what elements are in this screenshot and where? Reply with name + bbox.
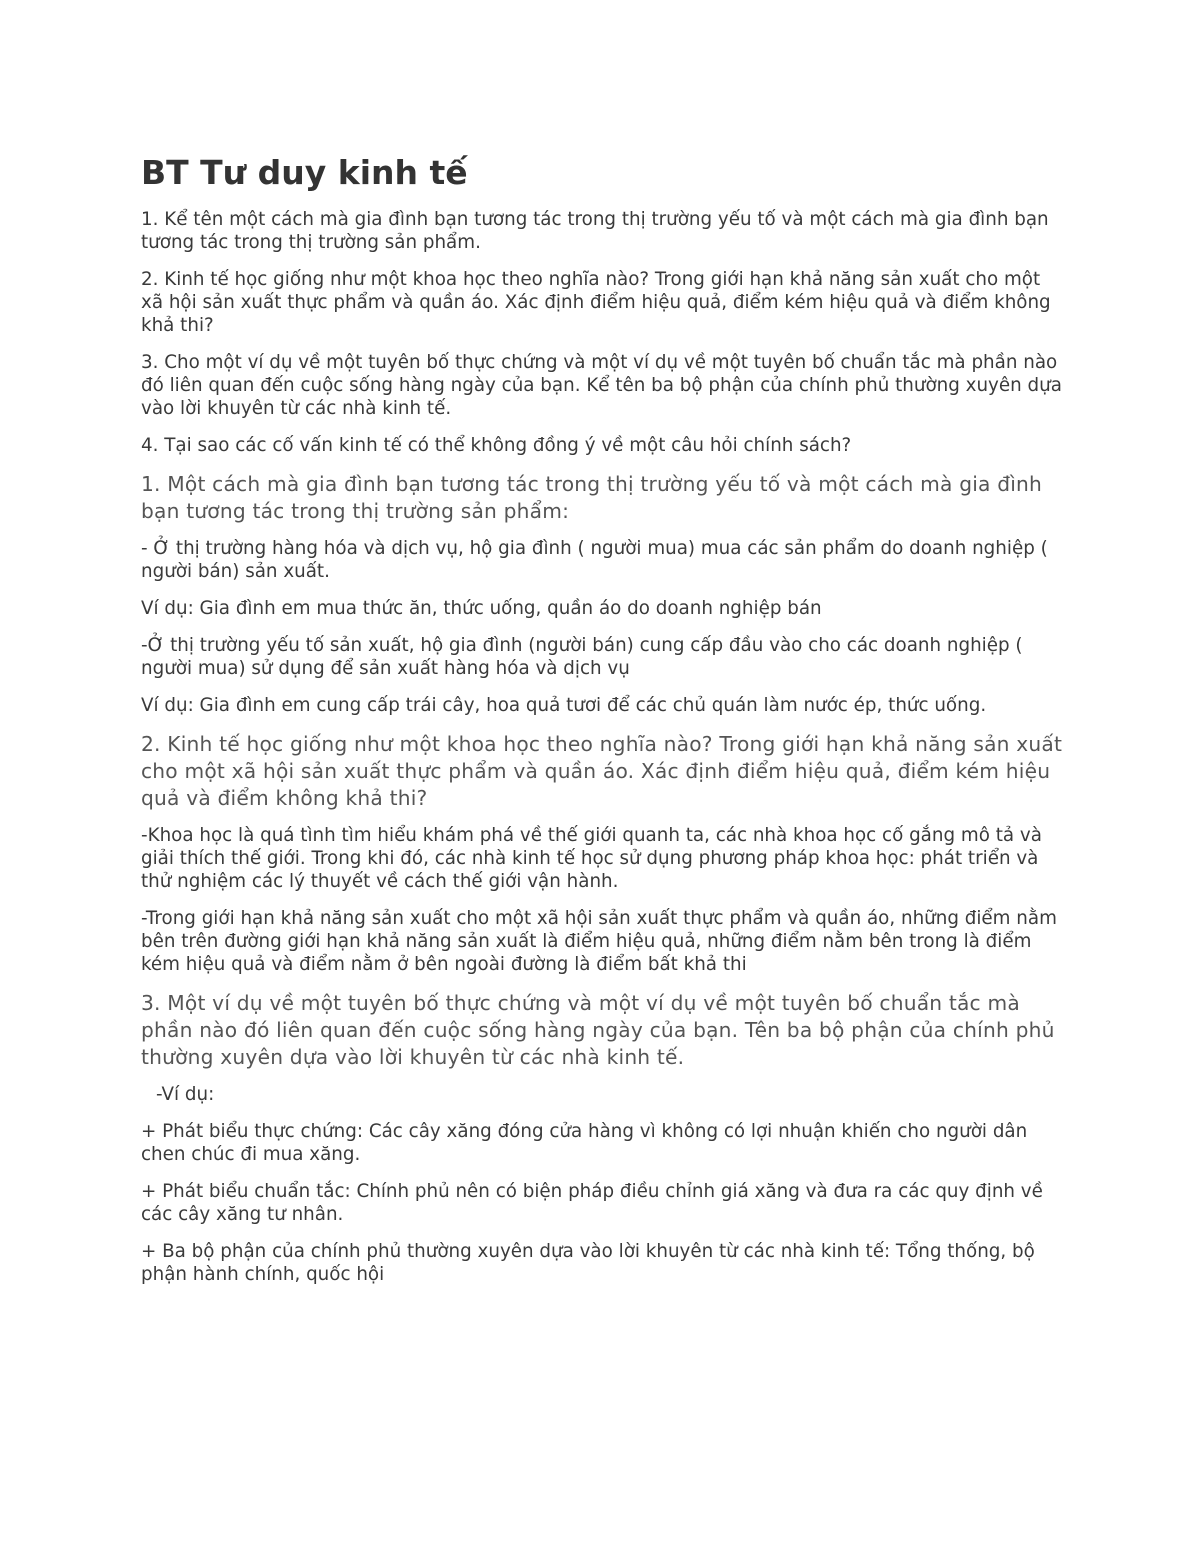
document-title: BT Tư duy kinh tế — [141, 153, 468, 192]
document-page — [141, 150, 1066, 1300]
answer-3-line: + Phát biểu chuẩn tắc: Chính phủ nên có biện pháp điều chỉnh giá xăng và đưa ra các quy định về các cây xăng tư nhân. — [141, 1181, 1043, 1225]
question-3: 3. Cho một ví dụ về một tuyên bố thực chứng và một ví dụ về một tuyên bố chuẩn tắc mà phần nào đó liên quan đến cuộc sống hàng ngày của bạn. Kể tên ba bộ phận của chính phủ thường xuyên dựa vào lời khuyên từ các nhà kinh tế. — [141, 352, 1062, 419]
answer-3-line: + Ba bộ phận của chính phủ thường xuyên dựa vào lời khuyên từ các nhà kinh tế: Tổng thống, bộ phận hành chính, quốc hội — [141, 1241, 1035, 1285]
answer-1-line: Ví dụ: Gia đình em cung cấp trái cây, hoa quả tươi để các chủ quán làm nước ép, thức uống. — [141, 695, 987, 716]
answer-3-example-label: -Ví dụ: — [156, 1084, 215, 1105]
answer-1-line: - Ở thị trường hàng hóa và dịch vụ, hộ gia đình ( người mua) mua các sản phẩm do doanh nghiệp ( người bán) sản xuất. — [141, 538, 1048, 582]
answer-1-line: -Ở thị trường yếu tố sản xuất, hộ gia đình (người bán) cung cấp đầu vào cho các doanh nghiệp ( người mua) sử dụng để sản xuất hàng hóa và dịch vụ — [141, 635, 1023, 679]
question-2: 2. Kinh tế học giống như một khoa học theo nghĩa nào? Trong giới hạn khả năng sản xuất cho một xã hội sản xuất thực phẩm và quần áo. Xác định điểm hiệu quả, điểm kém hiệu quả và điểm không khả thi? — [141, 269, 1051, 336]
answer-3-heading: 3. Một ví dụ về một tuyên bố thực chứng và một ví dụ về một tuyên bố chuẩn tắc mà phần nào đó liên quan đến cuộc sống hàng ngày của bạn. Tên ba bộ phận của chính phủ thường xuyên dựa vào lời khuyên từ các nhà kinh tế. — [141, 991, 1055, 1069]
answer-1-line: Ví dụ: Gia đình em mua thức ăn, thức uống, quần áo do doanh nghiệp bán — [141, 598, 822, 619]
answer-2-line: -Trong giới hạn khả năng sản xuất cho một xã hội sản xuất thực phẩm và quần áo, những điểm nằm bên trên đường giới hạn khả năng sản xuất là điểm hiệu quả, những điểm nằm bên trong là điểm kém hiệu quả và điểm nằm ở bên ngoài đường là điểm bất khả thi — [141, 908, 1057, 975]
question-1: 1. Kể tên một cách mà gia đình bạn tương tác trong thị trường yếu tố và một cách mà gia đình bạn tương tác trong thị trường sản phẩm. — [141, 209, 1049, 253]
answer-2-heading: 2. Kinh tế học giống như một khoa học theo nghĩa nào? Trong giới hạn khả năng sản xuất cho một xã hội sản xuất thực phẩm và quần áo. Xác định điểm hiệu quả, điểm kém hiệu quả và điểm không khả thi? — [141, 732, 1063, 810]
question-4: 4. Tại sao các cố vấn kinh tế có thể không đồng ý về một câu hỏi chính sách? — [141, 435, 852, 456]
answer-3-line: + Phát biểu thực chứng: Các cây xăng đóng cửa hàng vì không có lợi nhuận khiến cho người dân chen chúc đi mua xăng. — [141, 1121, 1028, 1165]
answer-1-heading: 1. Một cách mà gia đình bạn tương tác trong thị trường yếu tố và một cách mà gia đình bạn tương tác trong thị trường sản phẩm: — [141, 472, 1043, 523]
answer-2-line: -Khoa học là quá tình tìm hiểu khám phá về thế giới quanh ta, các nhà khoa học cố gắng mô tả và giải thích thế giới. Trong khi đó, các nhà kinh tế học sử dụng phương pháp khoa học: phát triển và thử nghiệm các lý thuyết về cách thế giới vận hành. — [141, 825, 1042, 892]
